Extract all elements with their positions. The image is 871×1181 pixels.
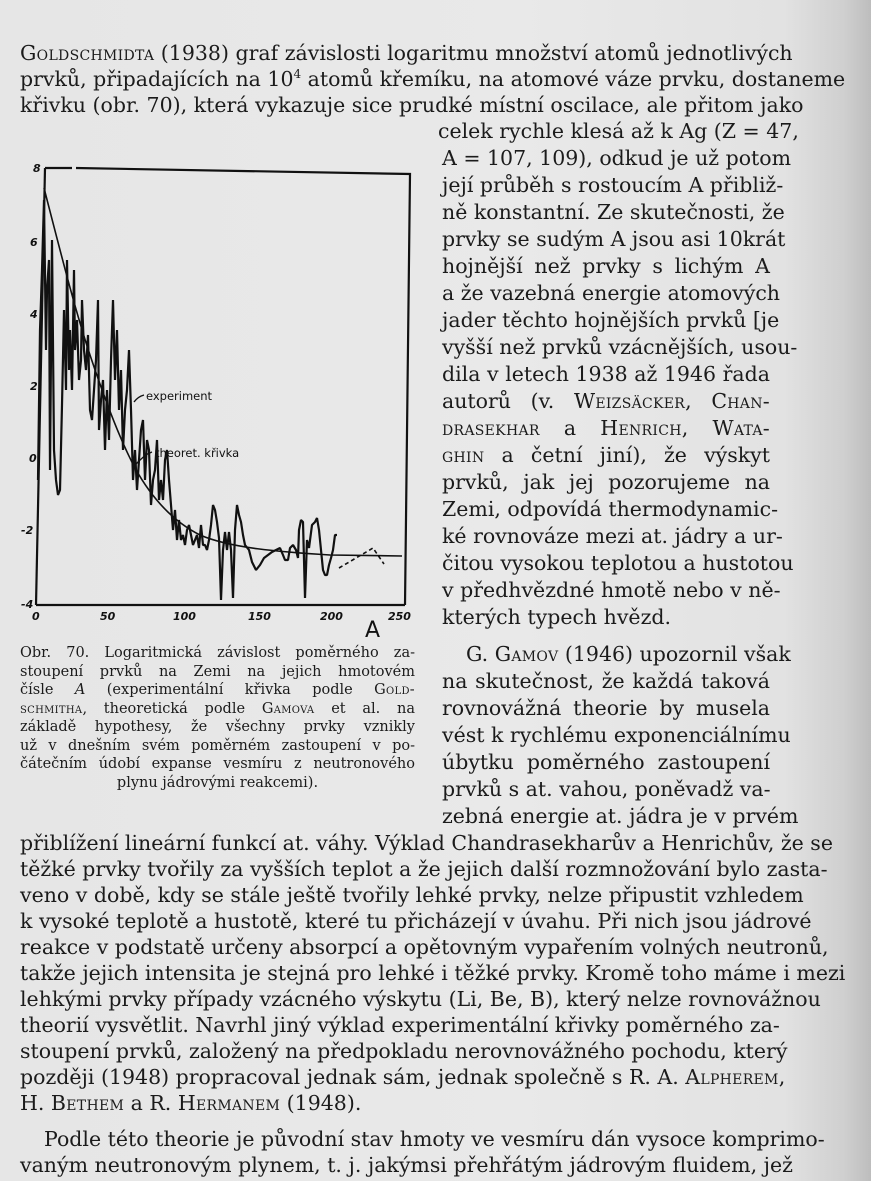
text-line: vyšší než prvků vzácnějších, usou- — [442, 335, 798, 359]
svg-text:150: 150 — [248, 610, 271, 623]
figure-caption-line: čísle A (experimentální křivka podle Gold- — [20, 682, 416, 698]
chart-frame — [36, 168, 410, 605]
text-line: zebná energie at. jádra je v prvém — [442, 804, 799, 828]
text-line: vaným neutronovým plynem, t. j. jakýmsi přehřátým jádrovým fluidem, jež — [20, 1153, 793, 1177]
text-line: H. Bethem a R. Hermanem (1948). — [20, 1091, 362, 1115]
text-line: hojnější než prvky s lichým A — [442, 254, 770, 278]
svg-text:-4: -4 — [21, 598, 34, 611]
text-line: ké rovnováze mezi at. jádry a ur- — [442, 524, 783, 548]
x-axis-label-A: A — [365, 618, 381, 640]
text-line: přiblížení lineární funkcí at. váhy. Výklad Chandrasekharův a Henrichův, že se — [20, 831, 833, 855]
text-line: rovnovážná theorie by musela — [442, 696, 770, 720]
svg-text:200: 200 — [320, 610, 343, 623]
annotation-experiment — [134, 389, 213, 403]
experiment-extrapolation — [339, 548, 384, 568]
svg-text:-2: -2 — [21, 524, 34, 537]
text-line: takže jejich intensita je stejná pro lehké i těžké prvky. Kromě toho máme i mezi — [20, 961, 846, 985]
text-line: prvků, jak jej pozorujeme na — [442, 470, 770, 494]
text-line: G. Gamov (1946) upozornil však — [466, 642, 791, 666]
annotation-theoretical — [136, 446, 239, 464]
text-line: dila v letech 1938 až 1946 řada — [442, 362, 770, 386]
text-line: drasekhar a Henrich, Wata- — [442, 416, 770, 440]
figure-70-chart — [0, 150, 420, 640]
svg-text:0: 0 — [29, 452, 37, 465]
text-line: Zemi, odpovídá thermodynamic- — [442, 497, 779, 521]
figure-caption-line: stoupení prvků na Zemi na jejich hmotovém — [20, 663, 415, 680]
text-line: později (1948) propracoval jednak sám, jednak společně s R. A. Alpherem, — [20, 1065, 786, 1089]
text-line: úbytku poměrného zastoupení — [442, 750, 770, 774]
text-line: reakce v podstatě určeny absorpcí a opětovným vypařením volných neutronů, — [20, 935, 829, 959]
text-line: prvků, připadajících na $10^4$ atomů křemíku, na atomové váze prvku, dostaneme — [20, 67, 846, 91]
text-line: čitou vysokou teplotou a hustotou — [442, 551, 794, 575]
abundance-chart — [0, 150, 420, 640]
svg-text:8: 8 — [33, 162, 41, 175]
figure-caption-line: základě hypothesy, že všechny prvky vznikly — [20, 719, 415, 735]
text-line: A = 107, 109), odkud je už potom — [442, 146, 792, 170]
figure-caption-line: čátečním údobí expanse vesmíru z neutronového — [20, 756, 415, 772]
svg-text:50: 50 — [100, 610, 116, 623]
text-line: křivku (obr. 70), která vykazuje sice prudké místní oscilace, ale přitom jako — [20, 93, 804, 117]
text-line: její průběh s rostoucím A přibliž- — [442, 173, 784, 197]
text-line: stoupení prvků, založený na předpokladu nerovnovážného pochodu, který — [20, 1039, 788, 1063]
text-line: theorií vysvětlit. Navrhl jiný výklad experimentální křivky poměrného za- — [20, 1013, 780, 1037]
figure-caption-line: už v dnešním svém poměrném zastoupení v po- — [20, 737, 415, 754]
text-line: na skutečnost, že každá taková — [442, 669, 770, 693]
text-line: lehkými prvky případy vzácného výskytu (Li, Be, B), který nelze rovnovážnou — [20, 987, 821, 1011]
text-line: a že vazebná energie atomových — [442, 281, 781, 305]
text-line: prvků s at. vahou, poněvadž va- — [442, 777, 771, 801]
svg-text:4: 4 — [30, 308, 38, 321]
svg-text:theoret. křivka: theoret. křivka — [155, 446, 240, 460]
figure-caption-line: Obr. 70. Logaritmická závislost poměrného za- — [20, 645, 415, 661]
text-line: autorů (v. Weizsäcker, Chan- — [442, 389, 770, 413]
text-line: ghin a četní jiní), že výskyt — [442, 443, 770, 467]
text-line: těžké prvky tvořily za vyšších teplot a že jejich další rozmnožování bylo zasta- — [20, 857, 828, 881]
text-line: Podle této theorie je původní stav hmoty ve vesmíru dán vysoce komprimo- — [44, 1127, 825, 1151]
text-line: kterých typech hvězd. — [442, 605, 672, 629]
text-line: vést k rychlému exponenciálnímu — [442, 723, 791, 747]
text-line: celek rychle klesá až k Ag (Z = 47, — [438, 119, 799, 143]
text-line: jader těchto hojnějších prvků [je — [442, 308, 780, 332]
text-line: ně konstantní. Ze skutečnosti, že — [442, 200, 785, 224]
text-line: v předhvězdné hmotě nebo v ně- — [442, 578, 781, 602]
figure-caption-line: schmitha, theoretická podle Gamova et al. na — [20, 700, 415, 717]
svg-text:100: 100 — [173, 610, 196, 623]
x-axis-labels — [32, 610, 411, 640]
svg-text:6: 6 — [30, 236, 38, 249]
text-line: Goldschmidta (1938) graf závislosti logaritmu množství atomů jednotlivých — [20, 41, 793, 65]
text-line: prvky se sudým A jsou asi 10krát — [442, 227, 786, 251]
text-line: veno v době, kdy se stále ještě tvořily lehké prvky, nelze připustit vzhledem — [20, 883, 804, 907]
author-name: Goldschmidta — [20, 41, 155, 65]
svg-text:experiment: experiment — [146, 389, 213, 403]
text-line: k vysoké teplotě a hustotě, které tu přicházejí v úvahu. Při nich jsou jádrové — [20, 909, 812, 933]
figure-caption-line: plynu jádrovými reakcemi). — [116, 774, 319, 791]
svg-text:0: 0 — [32, 610, 40, 623]
svg-text:2: 2 — [30, 380, 38, 393]
svg-text:250: 250 — [388, 610, 411, 623]
